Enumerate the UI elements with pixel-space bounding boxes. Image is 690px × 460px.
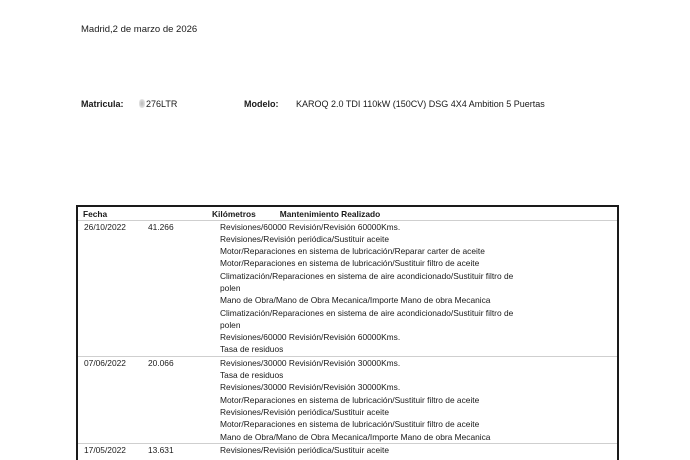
model-label: Modelo: bbox=[244, 99, 279, 109]
column-header-maintenance: Mantenimiento Realizado bbox=[279, 209, 381, 219]
redacted-plate-prefix bbox=[139, 99, 145, 108]
table-body bbox=[78, 220, 617, 456]
maintenance-item: Motor/Reparaciones en sistema de lubricación/Sustituir filtro de aceite bbox=[220, 394, 480, 405]
maintenance-item: Revisiones/60000 Revisión/Revisión 60000Kms. bbox=[220, 332, 401, 343]
maintenance-item: Revisiones/30000 Revisión/Revisión 30000Kms. bbox=[220, 382, 401, 393]
maintenance-item: polen bbox=[220, 282, 241, 293]
table-header-row bbox=[78, 207, 617, 220]
maintenance-item: Climatización/Reparaciones en sistema de aire acondicionado/Sustituir filtro de bbox=[220, 270, 514, 281]
maintenance-table bbox=[78, 207, 617, 456]
maintenance-item: polen bbox=[220, 319, 241, 330]
row-date: 26/10/2022 bbox=[78, 220, 145, 356]
maintenance-item: Motor/Reparaciones en sistema de lubricación/Reparar carter de aceite bbox=[220, 246, 485, 257]
maintenance-item: Revisiones/60000 Revisión/Revisión 60000Kms. bbox=[220, 221, 401, 232]
maintenance-table-box bbox=[76, 205, 619, 460]
plate-value: 276LTR bbox=[146, 99, 178, 109]
maintenance-item: Tasa de residuos bbox=[220, 344, 284, 355]
row-maintenance-items bbox=[220, 443, 617, 456]
maintenance-item: Revisiones/Revisión periódica/Sustituir aceite bbox=[220, 406, 389, 417]
maintenance-item: Revisiones/Revisión periódica/Sustituir aceite bbox=[220, 233, 389, 244]
row-km: 13.631 bbox=[148, 444, 174, 455]
maintenance-item: Motor/Reparaciones en sistema de lubricación/Sustituir filtro de aceite bbox=[220, 258, 480, 269]
plate-label: Matricula: bbox=[81, 99, 124, 109]
maintenance-item: Mano de Obra/Mano de Obra Mecanica/Importe Mano de obra Mecanica bbox=[220, 295, 491, 306]
plate-value-wrapper bbox=[139, 99, 177, 109]
maintenance-item: Climatización/Reparaciones en sistema de aire acondicionado/Sustituir filtro de bbox=[220, 307, 514, 318]
table-row bbox=[78, 356, 617, 443]
maintenance-item: Revisiones/Revisión periódica/Sustituir aceite bbox=[220, 444, 389, 455]
maintenance-item: Mano de Obra/Mano de Obra Mecanica/Importe Mano de obra Mecanica bbox=[220, 431, 491, 442]
column-header-km: Kilómetros bbox=[212, 209, 256, 219]
row-maintenance-items bbox=[220, 220, 617, 356]
row-km: 41.266 bbox=[145, 220, 220, 356]
row-date: 17/05/2022 bbox=[84, 444, 126, 455]
model-value: KAROQ 2.0 TDI 110kW (150CV) DSG 4X4 Ambition 5 Puertas bbox=[296, 99, 545, 109]
row-km: 20.066 bbox=[145, 356, 220, 443]
maintenance-item: Revisiones/30000 Revisión/Revisión 30000Kms. bbox=[220, 357, 401, 368]
maintenance-item: Motor/Reparaciones en sistema de lubricación/Sustituir filtro de aceite bbox=[220, 419, 480, 430]
maintenance-item: Tasa de residuos bbox=[220, 370, 284, 381]
document-date: Madrid,2 de marzo de 2026 bbox=[81, 24, 198, 35]
table-row bbox=[78, 443, 617, 456]
column-header-date: Fecha bbox=[78, 207, 145, 220]
table-row bbox=[78, 220, 617, 356]
column-header-km-and-maintenance bbox=[145, 207, 617, 220]
row-date: 07/06/2022 bbox=[78, 356, 145, 443]
row-maintenance-items bbox=[220, 356, 617, 443]
